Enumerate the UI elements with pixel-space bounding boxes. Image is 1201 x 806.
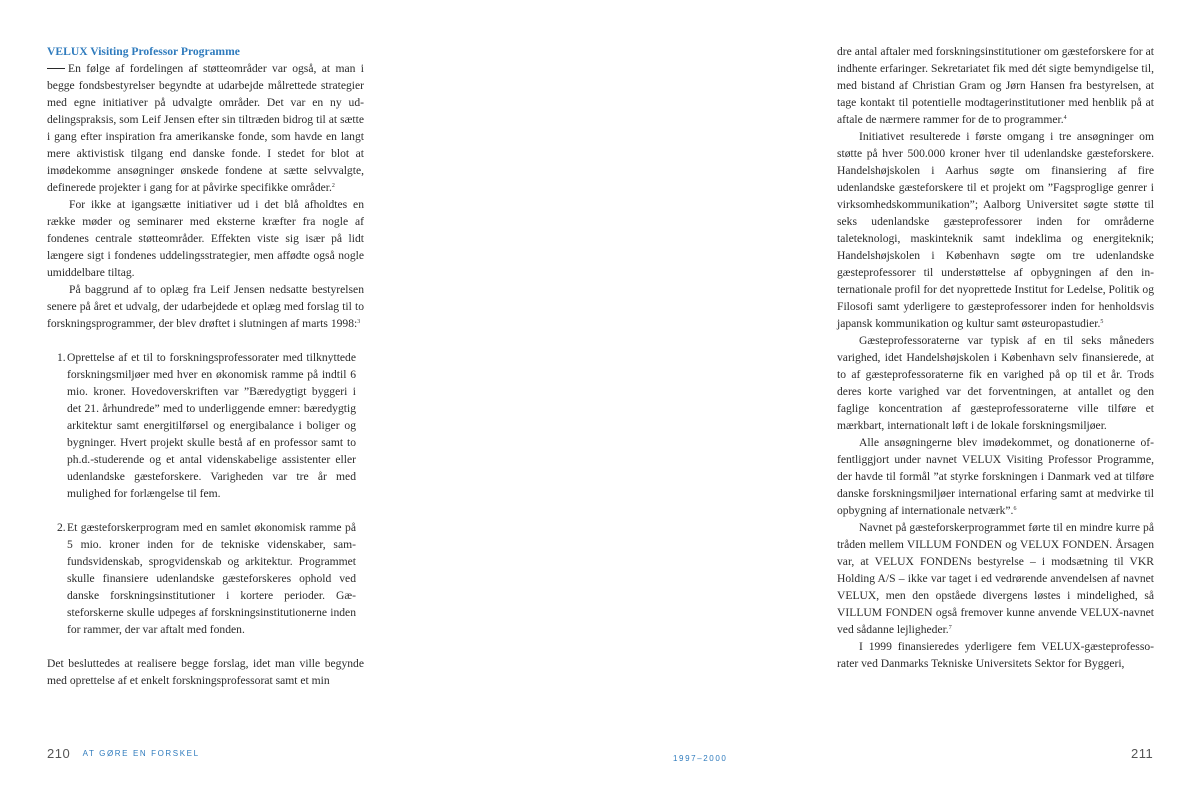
right-page — [600, 0, 1201, 806]
footnote-ref: 2 — [331, 183, 335, 189]
left-text-column — [47, 43, 364, 689]
center-footer — [673, 748, 727, 766]
right-paragraph-4: Alle ansøgningerne blev imødekommet, og donationerne offentliggjort under navnet VELUX Visiting Professor Programme, der havde til formål ”at styrke forskningen i Danmark ved at tilføre danske forskningsmiljøer international erfaring samt at medvirke til opbygning af internationale netværk”.$^6$ — [837, 436, 1154, 517]
right-text-column — [837, 43, 1154, 672]
left-page — [0, 0, 600, 806]
period-title: 1997–2000 — [673, 754, 728, 763]
left-footer — [47, 745, 200, 763]
em-rule — [47, 68, 65, 69]
page-number-left: 210 — [47, 746, 71, 761]
left-paragraph-2: For ikke at igangsætte initiativer ud i det blå afholdtes en række møder og seminarer med eksterne kræfter fra nogle af fondenes centrale støtteområder. Effekten viste sig især på lidt længere sigt i fondenes uddelingsstrategier, men affødte også nogle umiddelbare tiltag. — [47, 198, 364, 279]
right-paragraph-3: Gæsteprofessoraterne var typisk af en til seks måneders varighed, idet Handelshøjskolen i København selv finansierede, at to af gæsteprofessoraterne fik en varighed på op til et år. Trods deres korte varighed var det forventningen, at antallet og den faglige koncentration af gæsteprofessoraterne ville tilføre et mærkbart, internationalt løft i de lokale forskningsmiljøer. — [837, 334, 1154, 432]
right-paragraph-5: Navnet på gæsteforskerprogrammet førte til en mindre kurre på tråden mellem VILLUM FONDEN og VELUX FONDEN. Årsagen var, at VELUX FONDENs bestyrelse – i modsætning til VKR Holding A/S – ikke var taget i ed vedrørende anvendelsen af navnet VELUX, men den opståede divergens løstes i mindelighed, så VILLUM FONDEN også fremover kunne anvende VELUX-navnet ved sådanne lejligheder.$^7$ — [837, 521, 1154, 636]
right-footer — [1131, 745, 1153, 763]
footnote-ref: 7 — [948, 625, 952, 631]
right-paragraph-2: Initiativet resulterede i første omgang i tre ansøgninger om støtte på hver 500.000 kroner hver til udenlandske gæsteforskere. Handelshøjskolen i Aarhus søgte om finansiering af fire udenlandske gæsteforskere til et projekt om ”Fagsproglige genrer i virksomhedskommunikation”; Aalborg Universitet søgte støtte til seks udenlandske gæsteprofessorer inden for områderne taleteknologi, maskinteknik samt indeklima og energiteknik; Handelshøjskolen i København søgte om tre udenlandske gæsteprofessorer til understøttelse af opbygningen af den internationale profil for det nyoprettede Institut for Ledelse, Politik og Filosofi samt yderligere to gæsteprofessorer inden for henholdsvis japansk kommunikation og kultur samt østeuropastudier.$^5$ — [837, 130, 1154, 330]
running-title: AT GØRE EN FORSKEL — [82, 749, 200, 758]
section-heading: VELUX Visiting Professor Programme — [47, 45, 240, 58]
list-item: 2. Et gæsteforskerprogram med en samlet økonomisk ramme på 5 mio. kroner inden for de tekniske videnskaber, samfundsvidenskab, sprogvidenskab og arkitektur. Programmet skulle finansiere udenlandske gæsteforskeres ophold ved danske forskningsinstitutioner i kortere perioder. Gæsteforskerne skulle udpeges af forskningsinstitutionerne inden for rammer, der var aftalt med fonden. — [57, 521, 356, 636]
right-paragraph-6: I 1999 finansieredes yderligere fem VELUX-gæsteprofessorater ved Danmarks Tekniske Universitets Sektor for Byggeri, — [837, 640, 1154, 670]
list-item: 1. Oprettelse af et til to forskningsprofessorater med tilknyttede forskningsmiljøer med hver en økonomisk ramme på indtil 6 mio. kroner. Hovedoverskriften var ”Bæredygtigt byggeri i det 21. århundrede” med to underliggende emner: bæredygtig arkitektur samt energitilførsel og energibalance i boliger og bygninger. Hvert projekt skulle bestå af en professor samt to ph.d.-studerende og et antal videnskabelige assistenter eller udenlandske gæsteforskere. Varigheden var tre år med mulighed for forlængelse til fem. — [57, 351, 356, 500]
left-paragraph-1: En følge af fordelingen af støtteområder var også, at man i begge fondsbestyrelser begyndte at udarbejde målrettede strategier med egne initiativer på udvalgte områder. Det var en ny uddelingspraksis, som Leif Jensen efter sin tiltræden bidrog til at sætte i gang efter inspiration fra amerikanske fonde, som havde en langt mere aktivistisk tilgang end danske fonde. I stedet for blot at imødekomme ansøgninger ønskede fondene at sætte selvvalgte, definerede projekter i gang for at påvirke specifikke områder.$^2$ — [47, 62, 364, 194]
numbered-list — [47, 349, 364, 638]
footnote-ref: 5 — [1100, 319, 1104, 325]
right-paragraph-1: dre antal aftaler med forskningsinstitutioner om gæsteforskere for at indhente erfaringer. Sekretariatet fik med dét sigte bemyndigelse til, med bistand af Christian Gram og Jørn Hansen fra bestyrelsen, at tage kontakt til potentielle modtagerinstitutioner med henblik på at aftale de nærmere rammer for de to programmer.$^4$ — [837, 45, 1154, 126]
footnote-ref: 4 — [1063, 115, 1067, 121]
page-number-right: 211 — [1131, 746, 1154, 761]
left-paragraph-4: Det besluttedes at realisere begge forslag, idet man ville begynde med oprettelse af et enkelt forskningsprofessorat samt et min — [47, 657, 364, 687]
footnote-ref: 6 — [1013, 506, 1017, 512]
footnote-ref: 3 — [357, 319, 361, 325]
left-paragraph-3: På baggrund af to oplæg fra Leif Jensen nedsatte bestyrelsen senere på året et udvalg, der udarbejdede et oplæg med forslag til to forskningsprogrammer, der blev drøftet i slutningen af marts 1998:$^3$ — [47, 283, 364, 330]
